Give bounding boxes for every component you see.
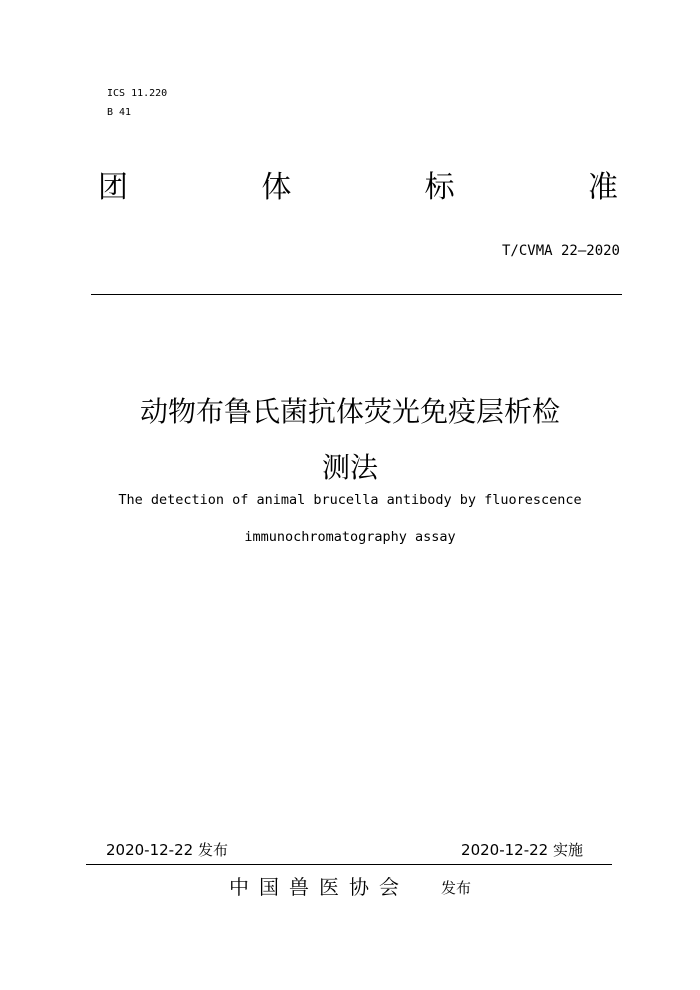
english-title: [0, 490, 700, 564]
english-title-line-1: The detection of animal brucella antibody by fluorescence: [118, 492, 582, 508]
publish-date: 2020-12-22 发布: [106, 841, 228, 859]
publisher-name: 中国兽医协会: [229, 875, 409, 899]
chinese-title-line-2: 测法: [321, 451, 378, 484]
standard-number: T/CVMA 22—2020: [501, 243, 620, 259]
standard-type-heading: [98, 168, 618, 208]
standard-type-char-4: 准: [587, 170, 618, 205]
footer-divider: [86, 864, 612, 865]
ics-code: ICS 11.220: [107, 88, 168, 99]
english-title-line-2: immunochromatography assay: [244, 529, 456, 545]
classification-codes: [107, 88, 167, 126]
implement-date: 2020-12-22 实施: [461, 841, 583, 859]
standard-type-char-1: 团: [98, 170, 128, 205]
chinese-title-line-1: 动物布鲁氏菌抗体荧光免疫层析检: [139, 395, 560, 428]
chinese-title: [0, 384, 700, 496]
standard-type-char-2: 体: [261, 170, 292, 205]
ccs-code: B 41: [107, 107, 132, 118]
header-divider: [91, 294, 622, 295]
publisher-suffix: 发布: [441, 879, 472, 897]
standard-type-char-3: 标: [424, 170, 455, 205]
